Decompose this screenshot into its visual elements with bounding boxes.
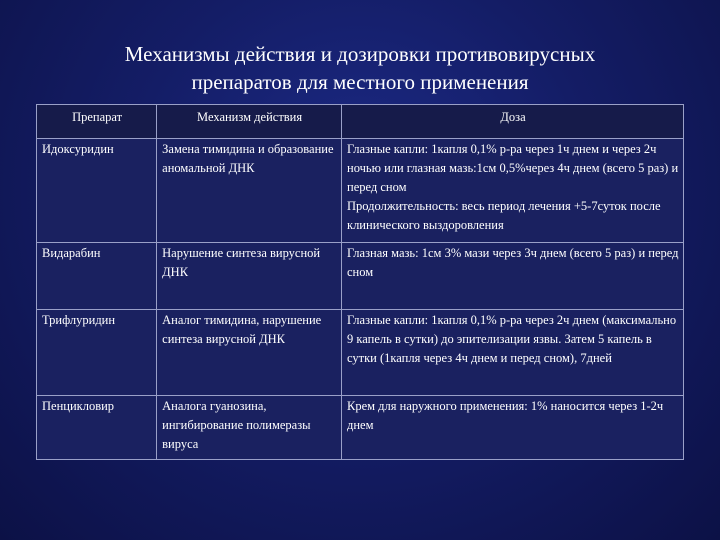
drug-cell: Пенцикловир <box>37 396 157 460</box>
slide-title-line-1: Механизмы действия и дозировки противовирусных <box>124 42 596 66</box>
drug-cell: Видарабин <box>37 243 157 310</box>
table-row <box>37 310 684 396</box>
dose-cell <box>342 139 684 243</box>
table-row <box>37 243 684 310</box>
dose-text: Глазные капли: 1капля 0,1% р-ра через 1ч днем и через 2ч ночью или глазная мазь:1см 0,5%через 4ч днем (всего 5 раз) и перед сном <box>347 142 679 194</box>
header-dose: Доза <box>342 105 684 139</box>
header-mechanism: Механизм действия <box>157 105 342 139</box>
mechanism-cell: Аналога гуанозина, ингибирование полимеразы вируса <box>157 396 342 460</box>
drug-cell: Идоксуридин <box>37 139 157 243</box>
header-drug: Препарат <box>37 105 157 139</box>
table-row <box>37 396 684 460</box>
table-row <box>37 139 684 243</box>
dose-cell: Глазная мазь: 1см 3% мази через 3ч днем (всего 5 раз) и перед сном <box>342 243 684 310</box>
drug-table <box>36 104 684 460</box>
mechanism-cell: Нарушение синтеза вирусной ДНК <box>157 243 342 310</box>
table-header-row <box>37 105 684 139</box>
dose-duration-text: Продолжительность: весь период лечения +5-7суток после клинического выздоровления <box>347 199 661 232</box>
dose-cell: Глазные капли: 1капля 0,1% р-ра через 2ч днем (максимально 9 капель в сутки) до эпителизации язвы. Затем 5 капель в сутки (1капля через 4ч днем и перед сном), 7дней <box>342 310 684 396</box>
dose-cell: Крем для наружного применения: 1% наносится через 1-2ч днем <box>342 396 684 460</box>
slide-title <box>40 40 680 96</box>
slide-title-line-2: препаратов для местного применения <box>191 70 529 94</box>
mechanism-cell: Аналог тимидина, нарушение синтеза вирусной ДНК <box>157 310 342 396</box>
drug-cell: Трифлуридин <box>37 310 157 396</box>
mechanism-cell: Замена тимидина и образование аномальной ДНК <box>157 139 342 243</box>
